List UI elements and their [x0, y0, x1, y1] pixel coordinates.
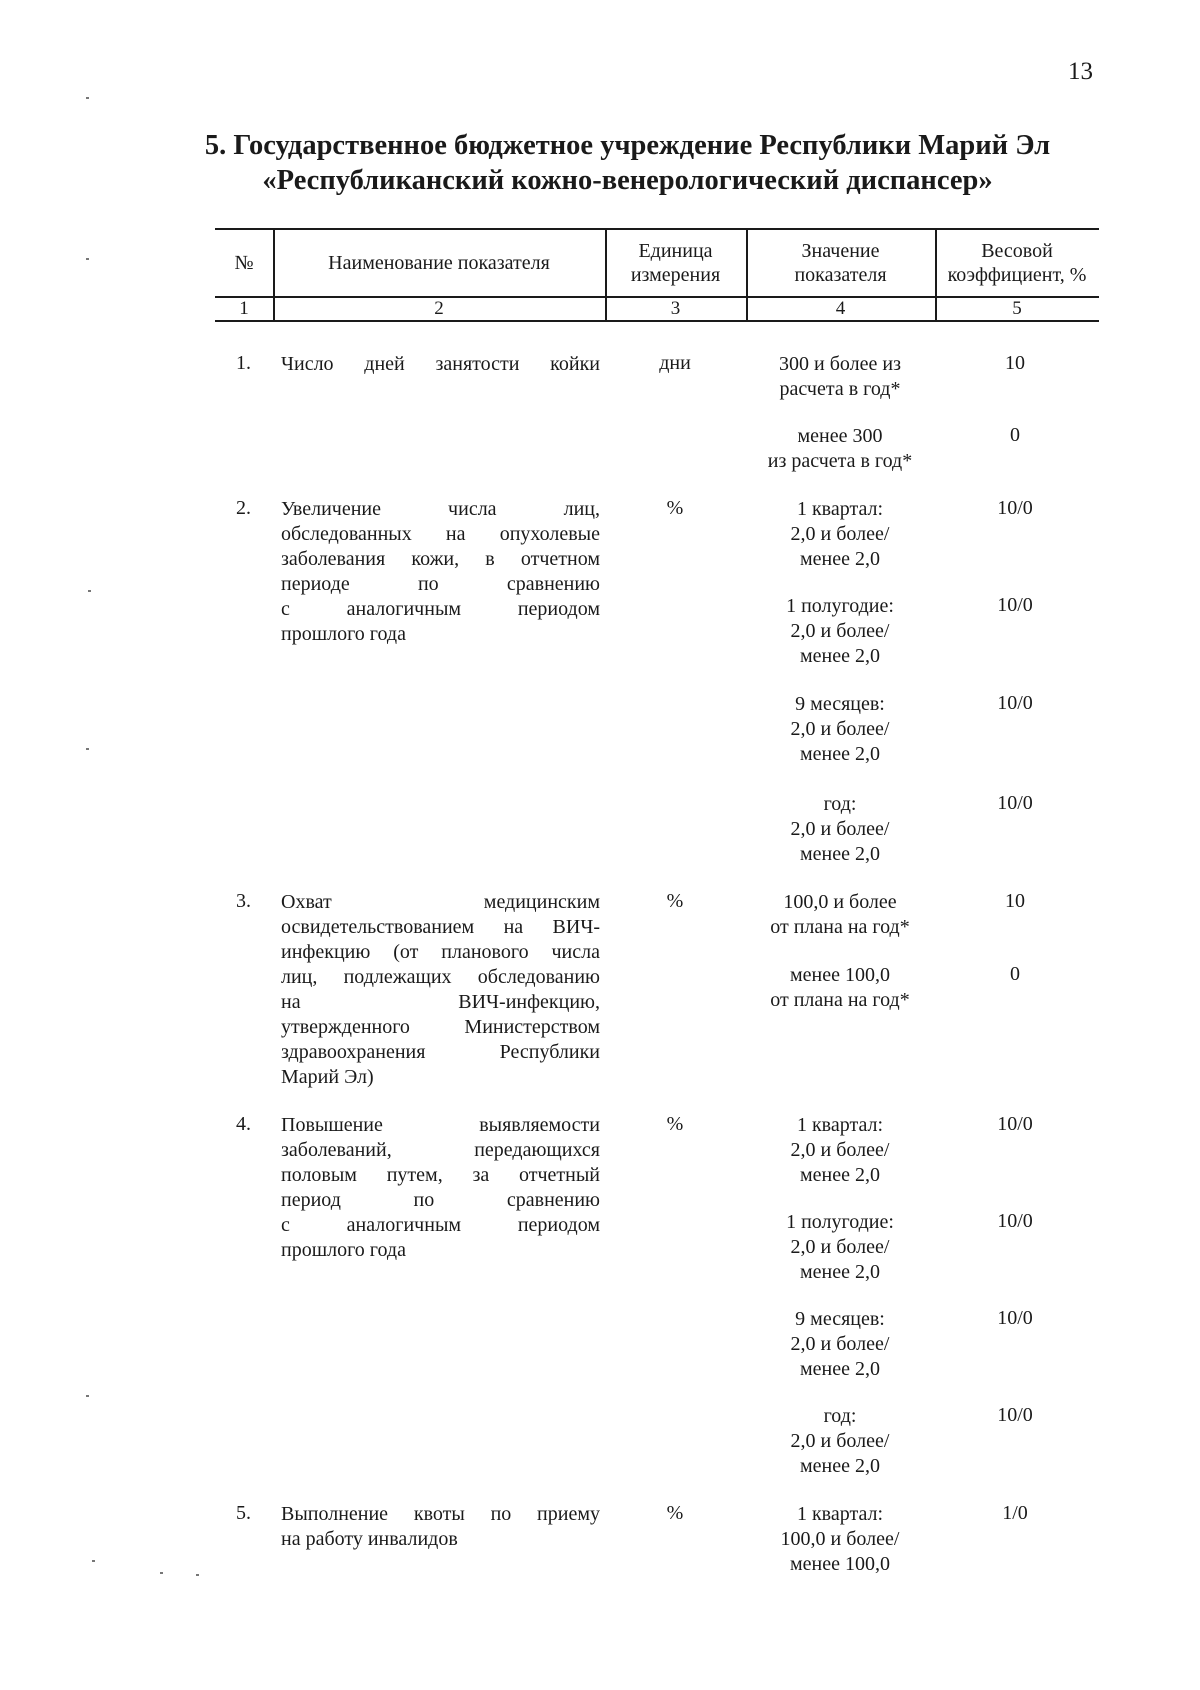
- value-line: менее 2,0: [800, 1261, 880, 1283]
- row-unit: %: [666, 1502, 684, 1524]
- row-weight: 10/0: [997, 1210, 1033, 1232]
- row-name: [281, 352, 600, 377]
- title-line-1: 5. Государственное бюджетное учреждение Республики Марий Эл: [204, 130, 1051, 161]
- value-line: год:: [823, 1405, 857, 1427]
- value-line: 1 полугодие:: [786, 595, 894, 617]
- row-unit: %: [666, 1113, 684, 1135]
- column-number: 4: [835, 298, 846, 319]
- scan-speck: [92, 1560, 95, 1562]
- row-weight: 10/0: [997, 692, 1033, 714]
- value-line: 2,0 и более/: [790, 1333, 890, 1355]
- value-line: 100,0 и более: [783, 891, 897, 913]
- row-weight: 10/0: [997, 1307, 1033, 1329]
- row-weight: 10/0: [997, 594, 1033, 616]
- scan-speck: [86, 258, 89, 260]
- row-weight: 1/0: [1002, 1502, 1028, 1524]
- column-number: 5: [1012, 298, 1022, 319]
- value-line: 2,0 и более/: [790, 718, 890, 740]
- row-name-line: прошлого года: [281, 1239, 406, 1261]
- row-weight: 10: [1005, 890, 1025, 912]
- row-value: [745, 1404, 935, 1479]
- value-line: расчета в год*: [779, 378, 901, 400]
- value-line: 1 квартал:: [796, 1114, 884, 1136]
- column-number: 1: [239, 298, 249, 319]
- row-name-line: Повышение выявляемости: [281, 1114, 600, 1136]
- row-name-line: Увеличение числа лиц,: [281, 498, 600, 520]
- row-number: 3.: [236, 890, 251, 912]
- row-weight: 0: [1010, 963, 1020, 985]
- scan-speck: [86, 97, 89, 99]
- row-unit: дни: [659, 352, 691, 374]
- header-weight-line-2: коэффициент, %: [947, 264, 1087, 286]
- header-weight: [935, 230, 1099, 296]
- value-line: от плана на год*: [770, 916, 910, 938]
- header-unit-line-2: измерения: [630, 264, 721, 286]
- row-name: [281, 497, 600, 647]
- row-weight: 0: [1010, 424, 1020, 446]
- row-name-line: утвержденного Министерством: [281, 1016, 600, 1038]
- row-name-line: инфекцию (от планового числа: [281, 941, 600, 963]
- row-number: 4.: [236, 1113, 251, 1135]
- row-weight: 10/0: [997, 792, 1033, 814]
- header-unit-line-1: Единица: [638, 240, 713, 262]
- row-value: [745, 424, 935, 474]
- row-name-line: с аналогичным периодом: [281, 1214, 600, 1236]
- document-title: [0, 128, 1200, 198]
- column-number: 2: [434, 298, 444, 319]
- row-name-line: освидетельствованием на ВИЧ-: [281, 916, 600, 938]
- value-line: 1 квартал:: [796, 1503, 884, 1525]
- header-value-line-2: показателя: [794, 264, 887, 286]
- value-line: менее 2,0: [800, 1358, 880, 1380]
- row-value: [745, 497, 935, 572]
- row-weight: 10/0: [997, 497, 1033, 519]
- header-name: Наименование показателя: [328, 252, 550, 274]
- value-line: 2,0 и более/: [790, 523, 890, 545]
- header-value-line-1: Значение: [801, 240, 880, 262]
- row-value: [745, 1307, 935, 1382]
- value-line: 1 квартал:: [796, 498, 884, 520]
- value-line: менее 2,0: [800, 1455, 880, 1477]
- row-value: [745, 352, 935, 402]
- header-num: №: [234, 252, 254, 274]
- row-name-line: Число дней занятости койки: [281, 353, 600, 375]
- row-name-line: заболеваний, передающихся: [281, 1139, 600, 1161]
- row-number: 5.: [236, 1502, 251, 1524]
- row-weight: 10/0: [997, 1113, 1033, 1135]
- value-line: менее 2,0: [800, 645, 880, 667]
- value-line: год:: [823, 793, 857, 815]
- row-unit: %: [666, 890, 684, 912]
- scan-speck: [196, 1574, 199, 1576]
- row-value: [745, 890, 935, 940]
- row-value: [745, 692, 935, 767]
- row-name-line: Марий Эл): [281, 1066, 374, 1088]
- scan-speck: [86, 748, 89, 750]
- row-name: [281, 1113, 600, 1263]
- row-value: [745, 1210, 935, 1285]
- value-line: 2,0 и более/: [790, 1236, 890, 1258]
- row-unit: %: [666, 497, 684, 519]
- header-weight-line-1: Весовой: [981, 240, 1053, 262]
- row-name-line: Охват медицинским: [281, 891, 600, 913]
- row-value: [745, 963, 935, 1013]
- row-number: 2.: [236, 497, 251, 519]
- value-line: от плана на год*: [770, 989, 910, 1011]
- table-header: [215, 228, 1099, 322]
- row-name: [281, 890, 600, 1090]
- row-value: [745, 792, 935, 867]
- scan-speck: [88, 590, 91, 592]
- value-line: менее 2,0: [800, 843, 880, 865]
- row-name-line: заболевания кожи, в отчетном: [281, 548, 600, 570]
- scan-speck: [160, 1572, 163, 1574]
- row-name-line: обследованных на опухолевые: [281, 523, 600, 545]
- value-line: 1 полугодие:: [786, 1211, 894, 1233]
- header-value: [746, 230, 935, 296]
- row-name-line: периоде по сравнению: [281, 573, 600, 595]
- value-line: 2,0 и более/: [790, 1430, 890, 1452]
- row-name-line: половым путем, за отчетный: [281, 1164, 600, 1186]
- scan-speck: [86, 1395, 89, 1397]
- header-unit: [605, 230, 746, 296]
- value-line: 100,0 и более/: [780, 1528, 900, 1550]
- value-line: менее 2,0: [800, 1164, 880, 1186]
- value-line: менее 100,0: [790, 1553, 890, 1575]
- column-number: 3: [670, 298, 681, 319]
- row-name-line: с аналогичным периодом: [281, 598, 600, 620]
- value-line: менее 300: [797, 425, 883, 447]
- row-name-line: здравоохранения Республики: [281, 1041, 600, 1063]
- row-value: [745, 594, 935, 669]
- page-number: 13: [1068, 58, 1093, 85]
- row-name-line: период по сравнению: [281, 1189, 600, 1211]
- value-line: менее 2,0: [800, 743, 880, 765]
- row-name-line: Выполнение квоты по приему: [281, 1503, 600, 1525]
- row-number: 1.: [236, 352, 251, 374]
- row-name-line: прошлого года: [281, 623, 406, 645]
- value-line: из расчета в год*: [767, 450, 913, 472]
- value-line: менее 2,0: [800, 548, 880, 570]
- row-name-line: на ВИЧ-инфекцию,: [281, 991, 600, 1013]
- value-line: менее 100,0: [790, 964, 890, 986]
- row-value: [745, 1502, 935, 1577]
- row-weight: 10: [1005, 352, 1025, 374]
- value-line: 2,0 и более/: [790, 1139, 890, 1161]
- row-name: [281, 1502, 600, 1552]
- row-weight: 10/0: [997, 1404, 1033, 1426]
- row-name-line: лиц, подлежащих обследованию: [281, 966, 600, 988]
- value-line: 300 и более из: [779, 353, 901, 375]
- title-line-2: «Республиканский кожно-венерологический диспансер»: [262, 165, 993, 196]
- row-name-line: на работу инвалидов: [281, 1528, 458, 1550]
- row-value: [745, 1113, 935, 1188]
- value-line: 2,0 и более/: [790, 620, 890, 642]
- value-line: 2,0 и более/: [790, 818, 890, 840]
- value-line: 9 месяцев:: [795, 1308, 885, 1330]
- value-line: 9 месяцев:: [795, 693, 885, 715]
